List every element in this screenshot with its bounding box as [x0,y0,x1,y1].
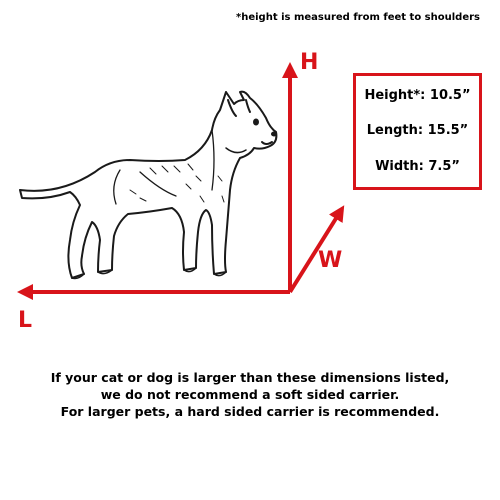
footnote: *height is measured from feet to shoulders [235,12,480,23]
note-line: For larger pets, a hard sided carrier is recommended. [60,404,440,419]
height-value: Height*: 10.5” [364,88,471,103]
dog-icon [20,92,277,279]
width-axis-label: W [318,248,343,273]
width-value: Width: 7.5” [375,159,460,174]
length-axis-label: L [18,308,33,333]
note-line: we do not recommend a soft sided carrier. [100,387,400,402]
length-value: Length: 15.5” [366,123,469,138]
height-axis-label: H [300,50,319,75]
dimensions-box [353,73,482,190]
note-line: If your cat or dog is larger than these dimensions listed, [50,370,450,385]
size-recommendation-note [0,369,500,420]
